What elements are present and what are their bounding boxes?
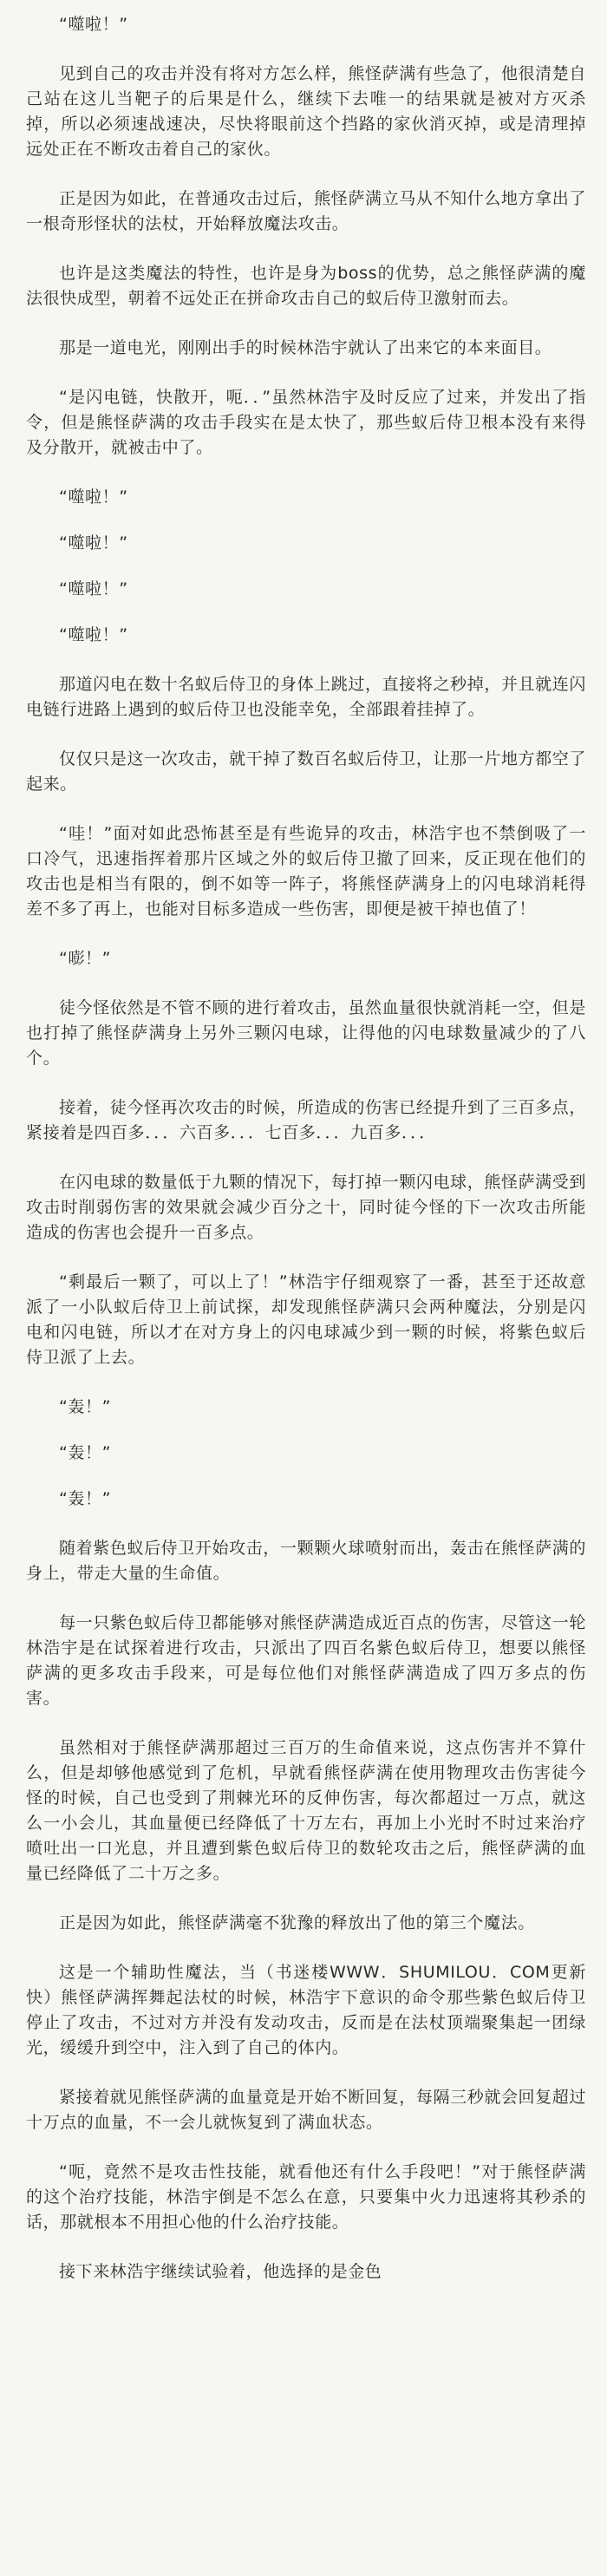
paragraph: “轰！”	[59, 1397, 112, 1416]
paragraph: “噬啦！”	[59, 487, 128, 507]
paragraph: “剩最后一颗了，可以上了！”林浩宇仔细观察了一番，甚至于还故意派了一小队蚁后侍卫上前试探，却发现熊怪萨满只会两种魔法，分别是闪电和闪电链，所以才在对方身上的闪电球减少到一颗的时候，将紫色蚁后侍卫派了上去。	[26, 1272, 586, 1367]
paragraph: 虽然相对于熊怪萨满那超过三百万的生命值来说，这点伤害并不算什么，但是却够他感觉到了危机，早就看熊怪萨满在使用物理攻击伤害徒今怪的时候，自己也受到了荆棘光环的反伸伤害，每次都超过一万点，就这么一小会儿，其血量便已经降低了十万左右，再加上小光时不时过来治疗喷吐出一口光息，并且遭到紫色蚁后侍卫的数轮攻击之后，熊怪萨满的血量已经降低了二十万之多。	[26, 1738, 586, 1883]
paragraph: “哇！”面对如此恐怖甚至是有些诡异的攻击，林浩宇也不禁倒吸了一口冷气，迅速指挥着那片区域之外的蚁后侍卫撤了回来，反正现在他们的攻击也是相当有限的，倒不如等一阵子，将熊怪萨满身上的闪电球消耗得差不多了再上，也能对目标多造成一些伤害，即便是被干掉也值了！	[26, 824, 586, 919]
paragraph: 那道闪电在数十名蚁后侍卫的身体上跳过，直接将之秒掉，并且就连闪电链行进路上遇到的蚁后侍卫也没能幸免，全部跟着挂掉了。	[26, 675, 586, 719]
paragraph: 也许是这类魔法的特性，也许是身为boss的优势，总之熊怪萨满的魔法很快成型，朝着不远处正在拼命攻击自己的蚁后侍卫激射而去。	[26, 264, 586, 308]
paragraph: “噬啦！”	[59, 625, 128, 644]
paragraph: 正是因为如此，熊怪萨满毫不犹豫的释放出了他的第三个魔法。	[59, 1913, 535, 1932]
paragraph: “嘭！”	[59, 949, 112, 968]
paragraph: 徒今怪依然是不管不顾的进行着攻击，虽然血量很快就消耗一空，但是也打掉了熊怪萨满身上另外三颗闪电球，让得他的闪电球数量减少的了八个。	[26, 998, 586, 1068]
paragraph: 那是一道电光，刚刚出手的时候林浩宇就认了出来它的本来面目。	[59, 338, 552, 357]
paragraph: 随着紫色蚁后侍卫开始攻击，一颗颗火球喷射而出，轰击在熊怪萨满的身上，带走大量的生命值。	[26, 1539, 586, 1583]
paragraph: “噬啦！”	[59, 15, 128, 34]
paragraph: 每一只紫色蚁后侍卫都能够对熊怪萨满造成近百点的伤害，尽管这一轮林浩宇是在试探着进行攻击，只派出了四百名紫色蚁后侍卫，想要以熊怪萨满的更多攻击手段来，可是每位他们对熊怪萨满造成了四万多点的伤害。	[26, 1613, 586, 1708]
paragraph: 接下来林浩宇继续试验着，他选择的是金色	[59, 2262, 382, 2281]
paragraph: 紧接着就见熊怪萨满的血量竟是开始不断回复，每隔三秒就会回复超过十万点的血量，不一会儿就恢复到了满血状态。	[26, 2088, 586, 2132]
paragraph: 仅仅只是这一次攻击，就干掉了数百名蚁后侍卫，让那一片地方都空了起来。	[26, 749, 586, 794]
paragraph: “呃，竟然不是攻击性技能，就看他还有什么手段吧！”对于熊怪萨满的这个治疗技能，林浩宇倒是不怎么在意，只要集中火力迅速将其秒杀的话，那就根本不用担心他的什么治疗技能。	[26, 2162, 586, 2232]
paragraph: 在闪电球的数量低于九颗的情况下，每打掉一颗闪电球，熊怪萨满受到攻击时削弱伤害的效果就会减少百分之十，同时徒今怪的下一次攻击所能造成的伤害也会提升一百多点。	[26, 1173, 586, 1242]
paragraph: 这是一个辅助性魔法，当（书迷楼WWW．SHUMILOU．COM更新快）熊怪萨满挥舞起法杖的时候，林浩宇下意识的命令那些紫色蚁后侍卫停止了攻击，不过对方并没有发动攻击，反而是在法杖顶端聚集起一团绿光，缓缓升到空中，注入到了自己的体内。	[26, 1963, 586, 2057]
paragraph: “轰！”	[59, 1443, 112, 1462]
paragraph: 正是因为如此，在普通攻击过后，熊怪萨满立马从不知什么地方拿出了一根奇形怪状的法杖，开始释放魔法攻击。	[26, 189, 586, 233]
paragraph: “噬啦！”	[59, 533, 128, 552]
paragraph: “是闪电链，快散开，呃．．”虽然林浩宇及时反应了过来，并发出了指令，但是熊怪萨满的攻击手段实在是太快了，那些蚁后侍卫根本没有来得及分散开，就被击中了。	[26, 388, 586, 457]
paragraph: 见到自己的攻击并没有将对方怎么样，熊怪萨满有些急了，他很清楚自己站在这儿当靶子的后果是什么，继续下去唯一的结果就是被对方灭杀掉，所以必须速战速决，尽快将眼前这个挡路的家伙消灭掉，或是清理掉远处正在不断攻击着自己的家伙。	[26, 64, 586, 159]
paragraph: “噬啦！”	[59, 579, 128, 598]
paragraph: 接着，徒今怪再次攻击的时候，所造成的伤害已经提升到了三百多点，紧接着是四百多．．．六百多．．．七百多．．．九百多．．．	[26, 1098, 586, 1142]
paragraph: “轰！”	[59, 1489, 112, 1508]
